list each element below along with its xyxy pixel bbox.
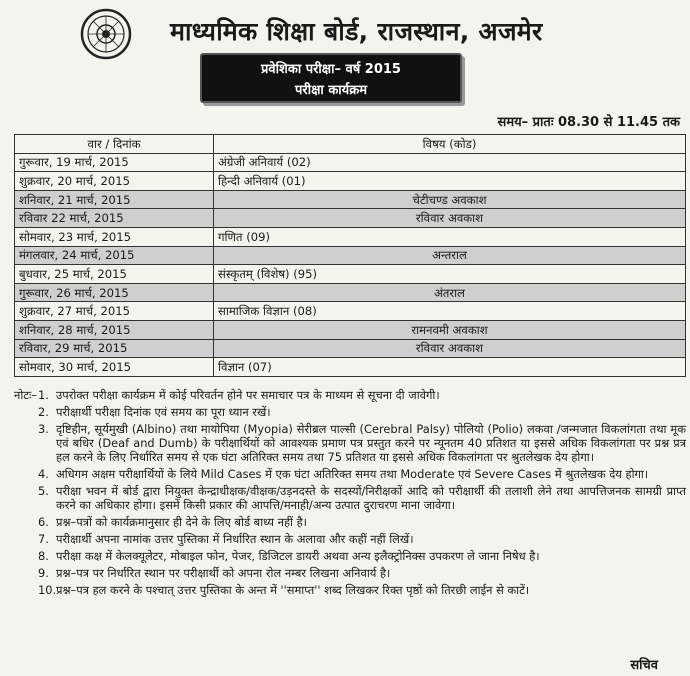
row-subject: संस्कृतम् (विशेष) (95): [214, 265, 686, 284]
exam-title: प्रवेशिका परीक्षा– वर्ष 2015: [261, 62, 401, 77]
row-subject: रविवार अवकाश: [214, 339, 686, 358]
row-date: रविवार 22 मार्च, 2015: [15, 209, 214, 228]
note-item: [38, 566, 686, 580]
row-subject: अंग्रेजी अनिवार्य (02): [214, 153, 686, 172]
column-header-subject: विषय (कोड): [214, 135, 686, 154]
note-number: 5.: [38, 484, 49, 498]
table-row: [15, 172, 686, 191]
table-row: [15, 302, 686, 321]
row-subject: रामनवमी अवकाश: [214, 320, 686, 339]
note-number: 4.: [38, 467, 49, 481]
note-number: 8.: [38, 549, 49, 563]
note-number: 10.: [38, 583, 57, 597]
note-text: परीक्षार्थी अपना नामांक उत्तर पुस्तिका में निर्धारित स्थान के अलावा और कहीं नहीं लिखें।: [56, 532, 414, 546]
note-item: [38, 549, 686, 563]
note-text: प्रश्न–पत्रों को कार्यक्रमानुसार ही देने के लिए बोर्ड बाध्य नहीं है।: [56, 515, 307, 529]
note-item: [38, 583, 686, 597]
table-row: [15, 339, 686, 358]
row-date: गुरूवार, 19 मार्च, 2015: [15, 153, 214, 172]
exam-time: समय– प्रातः 08.30 से 11.45 तक: [497, 115, 680, 130]
note-text: प्रश्न–पत्र हल करने के पश्चात् उत्तर पुस्तिका के अन्त में ''समाप्त'' शब्द लिखकर रिक्त पृष्ठों को तिरछी लाईन से काटें।: [56, 583, 530, 597]
exam-title-box: [200, 53, 462, 103]
row-subject: चेटीचण्ड अवकाश: [214, 190, 686, 209]
row-subject: विज्ञान (07): [214, 358, 686, 377]
row-date: बुधवार, 25 मार्च, 2015: [15, 265, 214, 284]
row-date: गुरूवार, 26 मार्च, 2015: [15, 283, 214, 302]
note-text: प्रश्न–पत्र पर निर्धारित स्थान पर परीक्षार्थी को अपना रोल नम्बर लिखना अनिवार्य है।: [56, 566, 391, 580]
row-date: शनिवार, 28 मार्च, 2015: [15, 320, 214, 339]
notes-list: [38, 388, 686, 600]
column-header-date: वार / दिनांक: [15, 135, 214, 154]
note-item: [38, 388, 686, 402]
note-text: परीक्षार्थी परीक्षा दिनांक एवं समय का पूरा ध्यान रखें।: [56, 405, 271, 419]
schedule-table: [14, 134, 686, 377]
note-item: [38, 467, 686, 481]
note-text: उपरोक्त परीक्षा कार्यक्रम में कोई परिवर्तन होने पर समाचार पत्र के माध्यम से सूचना दी जावेगी।: [56, 388, 440, 402]
table-row: [15, 358, 686, 377]
note-text: परीक्षा कक्ष में केलक्यूलेटर, मोबाइल फोन, पेजर, डिजिटल डायरी अथवा अन्य इलैक्ट्रोनिक्स उपकरण ले जाना निषेध है।: [56, 549, 540, 563]
table-row: [15, 246, 686, 265]
note-number: 2.: [38, 405, 49, 419]
table-row: [15, 227, 686, 246]
schedule-title: परीक्षा कार्यक्रम: [295, 83, 367, 98]
row-date: शुक्रवार, 20 मार्च, 2015: [15, 172, 214, 191]
row-date: मंगलवार, 24 मार्च, 2015: [15, 246, 214, 265]
note-number: 9.: [38, 566, 49, 580]
note-number: 1.: [38, 388, 49, 402]
note-text: दृष्टिहीन, सूर्यमुखी (Albino) तथा मायोपिया (Myopia) सेरीब्रल पाल्सी (Cerebral Palsy) पोलियो (Polio) लकवा /जन्मजात विकलांगता तथा मूक एवं बधिर (Deaf and Dumb) के परीक्षार्थियों को आवश्यक प्रमाण पत्र प्रस्तुत करने पर न्यूनतम 40 प्रतिशत या इससे अधिक विकलांगता पर प्रश्न प्रत्र हल करने के लिए निर्धारित समय से एक घंटा अतिरिक्त समय तथा 75 प्रतिशत या इससे अधिक विकलांगता पर श्रुतलेखक देय होगा।: [56, 422, 686, 464]
note-number: 7.: [38, 532, 49, 546]
note-text: अधिगम अक्षम परीक्षार्थियों के लिये Mild Cases में एक घंटा अतिरिक्त समय तथा Moderate एवं Severe Cases में श्रुतलेखक देय होगा।: [56, 467, 649, 481]
row-date: सोमवार, 23 मार्च, 2015: [15, 227, 214, 246]
row-date: सोमवार, 30 मार्च, 2015: [15, 358, 214, 377]
table-row: [15, 209, 686, 228]
table-row: [15, 265, 686, 284]
row-subject: हिन्दी अनिवार्य (01): [214, 172, 686, 191]
note-item: [38, 422, 686, 464]
note-item: [38, 484, 686, 512]
row-date: शुक्रवार, 27 मार्च, 2015: [15, 302, 214, 321]
row-date: रविवार, 29 मार्च, 2015: [15, 339, 214, 358]
notes-label: नोटः–: [14, 388, 38, 402]
table-row: [15, 320, 686, 339]
note-item: [38, 515, 686, 529]
table-header-row: [15, 135, 686, 154]
row-subject: रविवार अवकाश: [214, 209, 686, 228]
table-row: [15, 190, 686, 209]
note-item: [38, 405, 686, 419]
table-row: [15, 283, 686, 302]
note-text: परीक्षा भवन में बोर्ड द्वारा नियुक्त केन्द्राधीक्षक/वीक्षक/उड़नदस्ते के सदस्यों/निरीक्षकों आदि को परीक्षार्थी की तलाशी लेने तथा आपत्तिजनक सामग्री प्राप्त करने का अधिकार होगा। इसमें किसी प्रकार की आपत्ति/मनाही/अन्य उत्पात दुराचरण माना जावेगा।: [56, 484, 686, 512]
row-date: शनिवार, 21 मार्च, 2015: [15, 190, 214, 209]
board-name: माध्यमिक शिक्षा बोर्ड, राजस्थान, अजमेर: [170, 17, 543, 46]
row-subject: अन्तराल: [214, 246, 686, 265]
table-row: [15, 153, 686, 172]
note-number: 6.: [38, 515, 49, 529]
row-subject: गणित (09): [214, 227, 686, 246]
note-item: [38, 532, 686, 546]
note-number: 3.: [38, 422, 49, 436]
board-emblem-icon: [80, 8, 132, 60]
signature-secretary: सचिव: [630, 658, 658, 673]
row-subject: अंतराल: [214, 283, 686, 302]
row-subject: सामाजिक विज्ञान (08): [214, 302, 686, 321]
